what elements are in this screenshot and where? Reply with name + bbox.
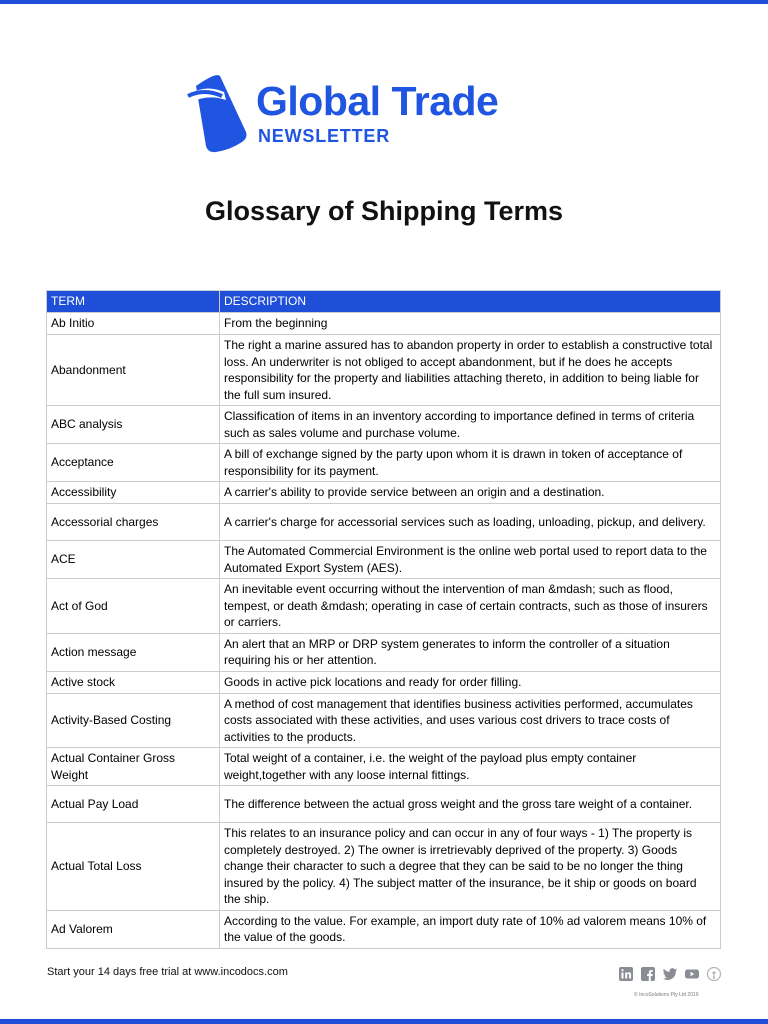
term-cell: Action message — [47, 633, 220, 671]
table-row — [47, 693, 721, 748]
table-row — [47, 579, 721, 634]
description-cell: Goods in active pick locations and ready for order filling. — [220, 671, 721, 693]
term-cell: Actual Container Gross Weight — [47, 748, 220, 786]
youtube-icon[interactable] — [684, 966, 700, 982]
table-row — [47, 671, 721, 693]
brand-logo — [186, 70, 586, 155]
term-cell: Accessorial charges — [47, 504, 220, 541]
description-cell: From the beginning — [220, 313, 721, 335]
term-cell: Actual Total Loss — [47, 823, 220, 911]
table-row — [47, 823, 721, 911]
term-cell: Acceptance — [47, 444, 220, 482]
table-row — [47, 444, 721, 482]
table-row — [47, 910, 721, 948]
description-cell: According to the value. For example, an import duty rate of 10% ad valorem means 10% of the value of the goods. — [220, 910, 721, 948]
term-cell: Accessibility — [47, 482, 220, 504]
linkedin-icon[interactable] — [618, 966, 634, 982]
table-row — [47, 633, 721, 671]
description-cell: A carrier's charge for accessorial services such as loading, unloading, pickup, and delivery. — [220, 504, 721, 541]
term-cell: ABC analysis — [47, 406, 220, 444]
description-cell: A carrier's ability to provide service between an origin and a destination. — [220, 482, 721, 504]
table-row — [47, 482, 721, 504]
description-cell: Classification of items in an inventory according to importance defined in terms of criteria such as sales volume and purchase volume. — [220, 406, 721, 444]
top-accent-bar — [0, 0, 768, 4]
table-row — [47, 786, 721, 823]
brand-subtitle: NEWSLETTER — [258, 126, 390, 146]
description-column-header: DESCRIPTION — [220, 291, 721, 313]
podcast-icon[interactable] — [706, 966, 722, 982]
copyright-text: © IncoSolutions Pty Ltd 2019 — [634, 992, 699, 998]
term-cell: Actual Pay Load — [47, 786, 220, 823]
term-column-header: TERM — [47, 291, 220, 313]
twitter-icon[interactable] — [662, 966, 678, 982]
description-cell: The Automated Commercial Environment is the online web portal used to report data to the Automated Export System (AES). — [220, 541, 721, 579]
description-cell: The right a marine assured has to abandon property in order to establish a constructive total loss. An underwriter is not obliged to accept abandonment, but if he does he accepts responsibility for the property and liabilities attaching thereto, in addition to being liable for the full sum insured. — [220, 335, 721, 406]
table-row — [47, 313, 721, 335]
term-cell: ACE — [47, 541, 220, 579]
table-row — [47, 335, 721, 406]
social-links — [618, 966, 722, 982]
glossary-table — [46, 290, 721, 949]
free-trial-text: Start your 14 days free trial at www.incodocs.com — [47, 966, 288, 978]
brand-title: Global Trade — [256, 78, 499, 124]
term-cell: Active stock — [47, 671, 220, 693]
table-row — [47, 504, 721, 541]
term-cell: Activity-Based Costing — [47, 693, 220, 748]
description-cell: An alert that an MRP or DRP system generates to inform the controller of a situation requiring his or her attention. — [220, 633, 721, 671]
description-cell: A method of cost management that identifies business activities performed, accumulates costs associated with these activities, and uses various cost drivers to trace costs of activities to the products. — [220, 693, 721, 748]
table-row — [47, 748, 721, 786]
facebook-icon[interactable] — [640, 966, 656, 982]
logo-mark-icon — [186, 72, 252, 154]
table-row — [47, 406, 721, 444]
table-row — [47, 541, 721, 579]
term-cell: Ab Initio — [47, 313, 220, 335]
table-header-row — [47, 291, 721, 313]
description-cell: Total weight of a container, i.e. the weight of the payload plus empty container weight,together with any loose internal fittings. — [220, 748, 721, 786]
description-cell: The difference between the actual gross weight and the gross tare weight of a container. — [220, 786, 721, 823]
term-cell: Abandonment — [47, 335, 220, 406]
term-cell: Ad Valorem — [47, 910, 220, 948]
term-cell: Act of God — [47, 579, 220, 634]
bottom-accent-bar — [0, 1019, 768, 1024]
description-cell: This relates to an insurance policy and can occur in any of four ways - 1) The property is completely destroyed. 2) The owner is irretrievably deprived of the property. 3) Goods change their character to such a degree that they can be said to be no longer the thing insured by the policy. 4) The subject matter of the insurance, be it ship or goods on board the ship. — [220, 823, 721, 911]
page-title: Glossary of Shipping Terms — [204, 196, 564, 226]
description-cell: An inevitable event occurring without the intervention of man &mdash; such as flood, tempest, or death &mdash; operating in case of certain contracts, such as those of insurers or carriers. — [220, 579, 721, 634]
description-cell: A bill of exchange signed by the party upon whom it is drawn in token of acceptance of responsibility for its payment. — [220, 444, 721, 482]
